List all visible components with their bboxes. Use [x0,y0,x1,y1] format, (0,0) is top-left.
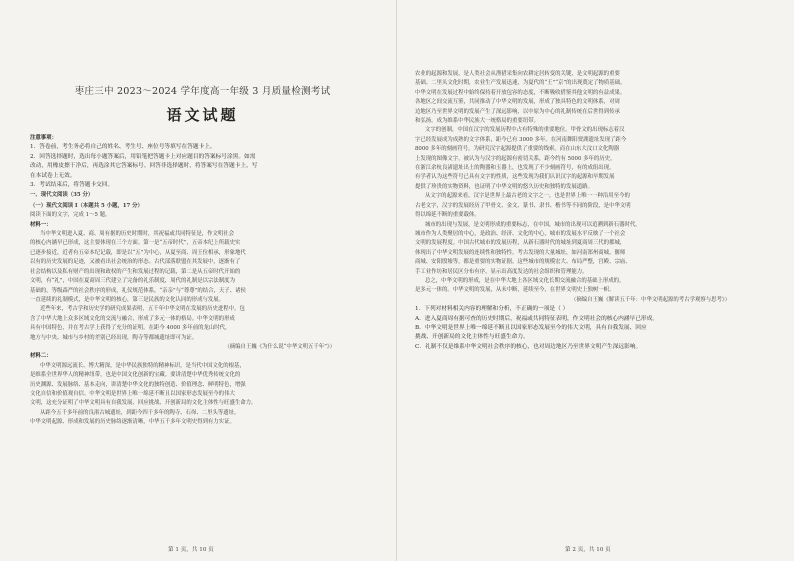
text-line: 已逐步接近，近者有五帝本纪记载，即是以“五”为中心，从夏至商、周王位相承，形象地代 [30,249,246,256]
text-line: （一）现代文阅读 I（本题共 5 小题，17 分） [30,202,143,209]
page-right [397,0,794,561]
text-line: 改动，用橡皮擦干净后，再选涂其它答案标号。回答非选择题时，将答案写在答题卡上，写 [30,163,258,170]
text-line: 各地区之间交流互鉴，共同推动了中华文明的发展，形成了独具特色的文明体系，对周 [415,99,620,106]
text-line: 城市作为人类聚居的中心，是政治、经济、文化的中心，城市的发展水平反映了一个社会 [415,230,626,237]
text-line: 手工业作坊和居民区分布有序，显示出高度发达的社会组织和管理能力。 [415,268,588,275]
text-line: C．礼制不仅是维系中华文明社会秩序的核心，也对周边地区乃至世界文明产生深远影响。 [415,343,642,350]
text-line: 从文字的起源来看，汉字是世界上最古老的文字之一，也是世界上唯一一种沿用至今的 [425,193,630,200]
text-line: 含了中华大地上众多区域文化的交流与融合，形成了多元一体的格局。中华文明的形成 [30,315,235,322]
left-page-body [30,134,375,428]
text-line: 社会结构以及私有财产的出现和政权的产生和发展过程的记载，第二是从五帝时代开始的 [30,268,241,275]
right-page-body [415,70,770,352]
text-line: 是维系全世界华人的精神纽带，也是中国文化创新的宝藏。要讲清楚中华优秀传统文化的 [30,372,241,379]
text-line: B．中华文明是世界上唯一绵延不断且以国家形态发展至今的伟大文明，具有自我发展、回应 [415,324,647,331]
text-line: 字已经发展成为成熟的文字体系，距今已有 3000 多年。在河南舞阳贾湖遗址发现了距今 [415,136,627,143]
text-line: 古老文字，汉字的发展经历了甲骨文、金文、篆书、隶书、楷书等不同的阶段，是中华文明 [415,202,631,209]
text-line: 城市的出现与发展，是文明形成的重要标志，在中国，城市的出现可以追溯到新石器时代。 [425,221,641,228]
text-line: 中华文明起源、形成和发展的历史脉络逐渐清晰，中华五千多年文明史得到有力实证。 [30,419,235,426]
text-line: 3．考试结束后，将答题卡交回。 [30,182,114,189]
text-line: 基础。二里头文化时期，农业生产发展迅速，为夏代的“王”“京”的出现奠定了物质基础， [415,80,626,87]
text-line: 8000 多年的刻画符号，为研究汉字起源提供了重要的线索。而在山东大汶口文化陶器 [415,146,620,153]
text-line: 基础的，等级森严的社会秩序的形成，礼仪规范体系，“亲亲”与“尊尊”的结合，天子、诸侯 [30,287,246,294]
text-line: 注意事项： [30,135,57,141]
text-line: 提供了珍贵的实物资料，也证明了中华文明的悠久历史和独特的发展道路。 [415,183,593,190]
text-line: 文明的发展程度。中国古代城市的发展历程，从新石器时代的城址到夏商周三代的都城， [415,240,626,247]
text-line: 文字的创制，中国在汉字的发展历程中占有特殊的重要地位。甲骨文的出现标志着汉 [425,127,625,134]
text-line: 一、现代文阅读（35 分） [30,192,94,199]
text-line: 边地区乃至世界文明的发展产生了深远影响，以中原为中心的礼制传统在后世得到传承 [415,108,620,115]
text-line: 文明，这充分证明了中华文明具有自我发展、回应挑战、开创新局的文化主体性与旺盛生命力。 [30,400,257,407]
text-line: （摘编自王巍《解读五千年：中华文明起源的考古学观察与思考》） [570,296,730,303]
text-line: 在本试卷上无效。 [30,172,76,179]
text-line: 上发现的图像文字，被认为与汉字的起源有密切关系，距今约有 5000 多年的历史。 [415,155,616,162]
text-line: 当中华文明进入夏、商、周有据的历史时期时，其祝福或共同特征是，作文明社会 [40,231,235,238]
text-line: 文化自信和价值观自信。中华文明是世界上唯一绵延不断且以国家形态发展至今的伟大 [30,390,235,397]
text-line: 在浙江余杭良渚遗址出土的陶器和玉器上，也发现了不少刻画符号，有的成组出现， [415,165,615,172]
text-line: 1．下列对材料相关内容的理解和分析，不正确的一项是（ ） [415,306,569,313]
text-line: 以有的历史发展的足迹，又被看出社会统治的形态。古代部落联盟在其发展中，逐渐有了 [30,259,241,266]
text-line: 得以绵延不断的重要载体。 [415,212,480,219]
page-number-left: 第 1 页，共 10 页 [168,547,214,553]
text-line: 商城、安阳殷墟等，都是重要的实物证据。这些城市的规模宏大、布局严整，宫殿、宗庙、 [415,259,631,266]
text-line: 中华文明在发展过程中始终保持着开放包容的态度，不断吸收借鉴其他文明的有益成果。 [415,89,626,96]
text-line: 具有中国特色，并在考古学上获得了充分的证明。在距今 4000 多年前的龙山时代， [30,325,231,332]
text-line: 农业的起源和发展，是人类社会从渔猎采集向农耕定居转变的关键，是文明起源的重要 [415,71,620,77]
text-line: 的核心内涵早已形成，这主要体现在三个方面。第一是“五帝时代”，五帝本纪上所载史实 [30,240,241,247]
subject-title: 语文试题 [166,106,239,124]
text-line: 是多元一体的。中华文明的发展，从未中断，延续至今，在世界文明史上独树一帜。 [415,287,615,294]
text-line: 一直延续的礼制模式，是中华文明的核心，第三是民族的文化认同的形成与发展。 [30,296,225,303]
text-line: 2．回答选择题时，选出每小题答案后，用铅笔把答题卡上对应题目的答案标号涂黑。如需 [30,153,256,160]
page-number-right: 第 2 页，共 10 页 [565,547,611,553]
text-line: 中华文明源远流长、博大精深，是中华民族独特的精神标识，是当代中国文化的根基， [40,362,245,369]
text-line: 材料一： [30,221,52,228]
text-line: 和弘扬，成为维系中华民族大一统格局的重要纽带。 [415,118,539,125]
text-line: （摘编自王巍《为什么说“中华文明五千年”》） [224,343,335,350]
text-line: 体现出了中华文明发展的连续性和独特性。考古发现的大量城址，如河南郑州商城、偃师 [415,249,626,256]
text-line: 有学者认为这些符号已具有文字的性质，这些发现为我们认识汉字的起源和早期发展 [415,174,615,181]
text-line: 总之，中华文明的形成，是在中华大地上各区域文化长期交流融合的基础上形成的， [425,277,625,284]
text-line: 文明，有“礼”，中国在夏商周三代建立了完备的礼乐制度，周代的礼制是以宗法制度为 [30,278,235,285]
text-line: 材料二： [30,353,52,360]
exam-title: 枣庄三中 2023～2024 学年度高一年级 3 月质量检测考试 [74,86,331,97]
text-line: 地方与中央、城市与乡村的差别已经出现，陶寺等都城遗址即可为证。 [30,334,198,341]
text-line: 近些年来，考古学和历史学的研究成果表明，五千年中华文明在发展的历史进程中，包 [40,306,245,313]
text-line: A．进入夏商周有据可查的历史时期后，祝福或共同特征表明，作文明社会的核心内涵早已形成。 [415,315,658,322]
text-line: 挑战、开创新局的文化主体性与旺盛生命力。 [415,334,529,341]
text-line: 从距今五千多年前的良渚古城遗址，到距今四千多年的陶寺、石峁、二里头等遗址， [40,409,240,416]
text-line: 1．答卷前，考生务必将自己的姓名、考生号、座位号等填写在答题卡上。 [30,144,216,151]
text-line: 阅读下面的文字，完成 1～5 题。 [30,212,111,219]
text-line: 历史渊源、发展脉络、基本走向，讲清楚中华文化的独特创造、价值理念、鲜明特色，增强 [30,381,246,388]
